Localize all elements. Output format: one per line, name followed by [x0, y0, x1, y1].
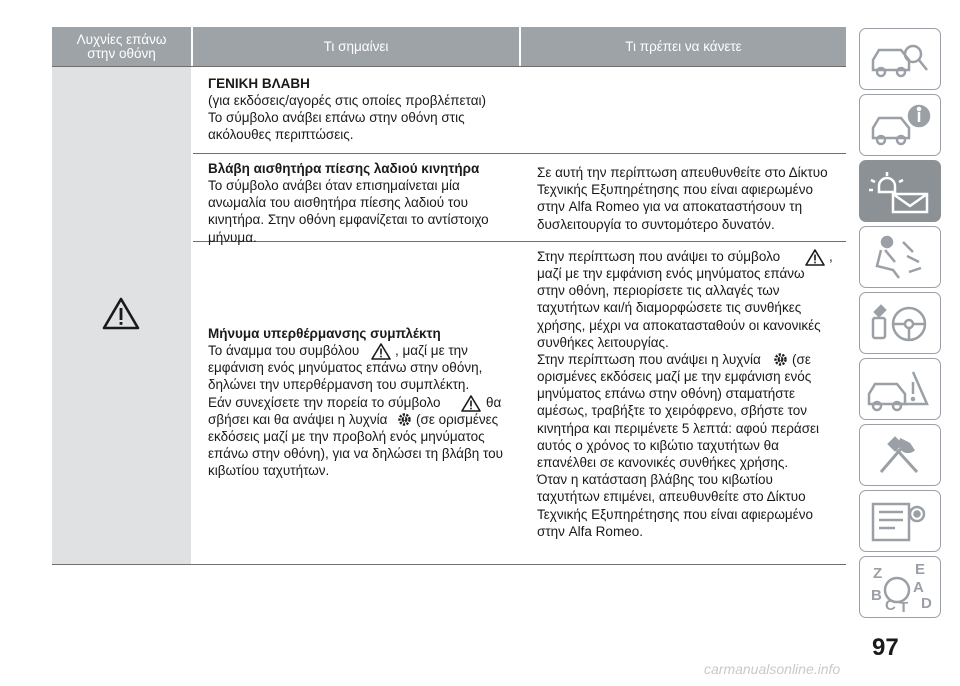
column-divider [191, 67, 193, 564]
clutch-text-1: Το άναμμα του συμβόλου [208, 343, 360, 358]
tab-driving[interactable] [859, 292, 941, 354]
general-fault-title: ΓΕΝΙΚΗ ΒΛΑΒΗ [208, 76, 310, 91]
clutch-text-4b: (σε ορισμένες [416, 412, 499, 427]
oil-sensor-action: Σε αυτή την περίπτωση απευθυνθείτε στο Δίκτυο Τεχνικής Εξυπηρέτησης που είναι αφιερωμένο στην Alfa Romeo για να αποκαταστήσουν τη δυσλειτουργία το συντομότερο δυνατόν. [537, 165, 828, 232]
header-indicators: Λυχνίες επάνω στην οθόνη [52, 27, 191, 66]
column-divider [519, 67, 521, 564]
tab-technical-data[interactable] [859, 490, 941, 552]
warning-triangle-icon [461, 395, 481, 412]
clutch-action-3b: (σε [792, 352, 811, 367]
gearbox-fault-icon [396, 411, 413, 428]
alphabet-letter: B [871, 587, 882, 604]
clutch-action-1: Στην περίπτωση που ανάψει το σύμβολο [537, 249, 781, 264]
clutch-action-3: Στην περίπτωση που ανάψει η λυχνία [537, 352, 761, 367]
gearbox-fault-icon [772, 351, 789, 368]
warning-triangle-icon [102, 297, 140, 330]
clutch-text-3: Εάν συνεχίσετε την πορεία το σύμβολο [208, 395, 441, 410]
tab-index[interactable] [859, 556, 941, 618]
clutch-overheat-title: Μήνυμα υπερθέρμανσης συμπλέκτη [208, 326, 441, 341]
tab-safety[interactable] [859, 226, 941, 288]
row-divider [193, 153, 846, 154]
alphabet-letter: A [913, 579, 924, 596]
table-top-rule [52, 66, 846, 67]
footer-watermark: carmanualsonline.info [704, 661, 841, 677]
oil-sensor-text: Το σύμβολο ανάβει όταν επισημαίνεται μία ανωμαλία του αισθητήρα πίεσης λαδιού του κινητήρα. Στην οθόνη εμφανίζεται το αντίστοιχο μήνυμα. [208, 178, 489, 245]
clutch-action-4: ορισμένες εκδόσεις μαζί με την εμφάνιση ενός μηνύματος επάνω στην οθόνη) σταματήστε αμέσως, τραβήξτε το χειρόφρενο, σβήστε τον κινητήρα και περιμένετε 5 λεπτά: αφού περάσει αυτός ο χρόνος το κιβώτιο ταχυτήτων θα επανέλθει σε κανονικές συνθήκες χρήσης. Όταν η κατάσταση βλάβης του κιβωτίου ταχυτήτων επιμένει, απευθυνθείτε στο Δίκτυο Τεχνικής Εξυπηρέτησης που είναι αφιερωμένο στην Alfa Romeo. [537, 369, 820, 539]
header-action: Τι πρέπει να κάνετε [521, 27, 846, 66]
alphabet-letter: Z [873, 565, 883, 582]
clutch-text-4: σβήσει και θα ανάψει η λυχνία [208, 412, 388, 427]
clutch-text-5: εκδόσεις μαζί με την προβολή ενός μηνύματος επάνω στην οθόνη), για να δηλώσει τη βλάβη του κιβωτίου ταχυτήτων. [208, 429, 504, 479]
warning-light-envelope-icon [865, 166, 935, 216]
alphabet-letter: D [921, 595, 932, 612]
tab-emergency[interactable] [859, 358, 941, 420]
tab-car-info[interactable] [859, 94, 941, 156]
car-crash-icon [865, 364, 935, 414]
clutch-action-1b: , [829, 249, 833, 264]
warning-triangle-icon [371, 343, 391, 360]
clutch-text-3b: θα [486, 395, 502, 410]
list-gear-icon [865, 496, 935, 546]
clutch-text-1b: , μαζί με την [395, 343, 468, 358]
steering-oil-icon [865, 298, 935, 348]
tab-maintenance[interactable] [859, 424, 941, 486]
tab-warning-lights[interactable] [859, 160, 941, 222]
clutch-action-2: μαζί με την εμφάνιση ενός μηνύματος επάνω στην οθόνη, περιορίσετε τις αλλαγές των ταχυτήτων και/ή διαμορφώσετε τις συνθήκες χρήσης, μέχρι να αποκατασταθούν οι κανονικές συνθήκες λειτουργίας. [537, 266, 821, 350]
airbag-seat-icon [865, 232, 935, 282]
car-search-icon [865, 34, 935, 84]
tab-car-search[interactable] [859, 28, 941, 90]
oil-sensor-title: Βλάβη αισθητήρα πίεσης λαδιού κινητήρα [208, 161, 480, 176]
warning-triangle-icon [805, 249, 825, 266]
car-info-icon [865, 100, 935, 150]
alphabet-letter: T [899, 599, 909, 614]
alphabet-letter: C [885, 597, 896, 614]
clutch-text-2: εμφάνιση ενός μηνύματος επάνω στην οθόνη, δηλώνει την υπερθέρμανση του συμπλέκτη. [208, 360, 483, 393]
page-number: 97 [872, 634, 899, 661]
table-bottom-rule [52, 564, 846, 565]
general-fault-text: (για εκδόσεις/αγορές στις οποίες προβλέπεται) Το σύμβολο ανάβει επάνω στην οθόνη στις ακόλουθες περιπτώσεις. [208, 93, 487, 143]
wrench-screwdriver-icon [865, 430, 935, 480]
alphabet-index-icon [865, 560, 935, 614]
alphabet-letter: E [915, 561, 926, 578]
header-meaning: Τι σημαίνει [193, 27, 519, 66]
